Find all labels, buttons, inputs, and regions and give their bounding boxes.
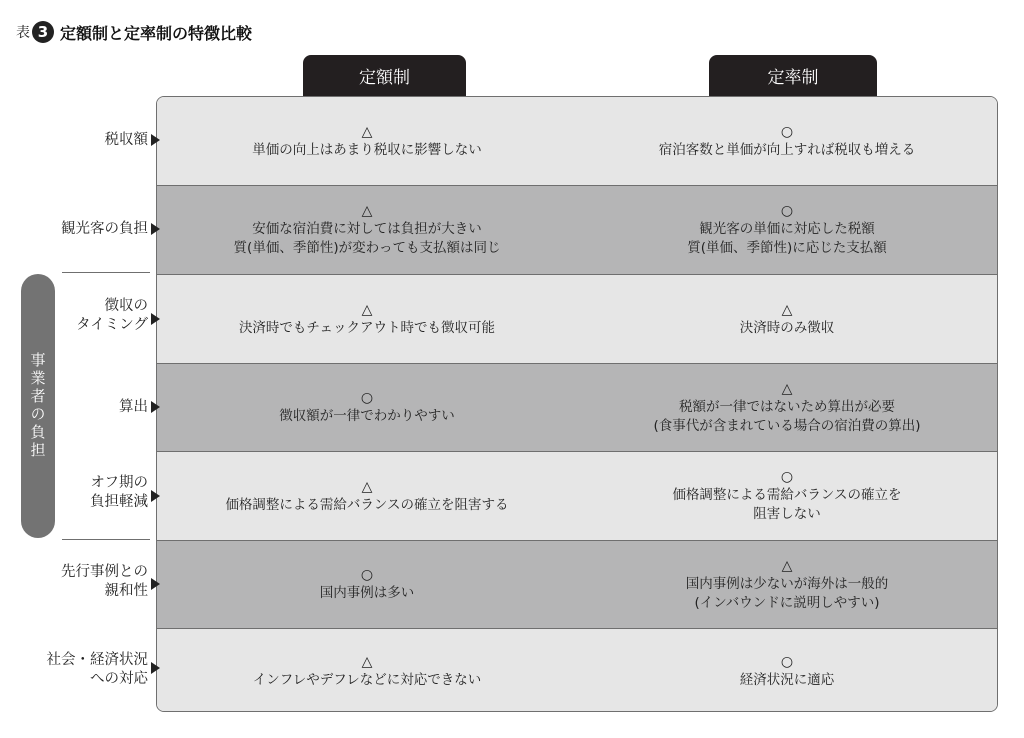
rating-mark: △ <box>781 380 793 397</box>
rating-mark: △ <box>781 557 793 574</box>
cell-text: 決済時のみ徴収 <box>739 319 835 336</box>
row-label-tax-revenue <box>105 131 149 150</box>
cell-text: (食事代が含まれている場合の宿泊費の算出) <box>653 417 921 434</box>
row-label-collection-timing <box>76 297 148 335</box>
group-separator-top <box>62 272 150 273</box>
cell-fixed <box>157 541 577 628</box>
pointer-arrow-icon <box>151 490 160 502</box>
cell-text: 観光客の単価に対応した税額 <box>699 221 875 237</box>
group-separator-bottom <box>62 539 150 540</box>
comparison-table <box>156 96 998 712</box>
pointer-arrow-icon <box>151 662 160 674</box>
cell-text: 決済時でもチェックアウト時でも徴収可能 <box>238 319 496 336</box>
pointer-arrow-icon <box>151 223 160 235</box>
group-label-operator-burden <box>21 274 55 538</box>
pointer-arrow-icon <box>151 134 160 146</box>
group-label-text: 事業者の負担 <box>28 352 47 460</box>
table-row <box>157 628 997 712</box>
row-label-line: 観光客の負担 <box>61 221 148 237</box>
table-row <box>157 185 997 274</box>
pointer-arrow-icon <box>151 313 160 325</box>
rating-mark: ○ <box>780 203 794 219</box>
cell-rate <box>577 186 997 274</box>
cell-text: (インバウンドに説明しやすい) <box>694 594 880 611</box>
row-label-line: 親和性 <box>104 583 148 599</box>
cell-rate <box>577 364 997 451</box>
row-label-socioeconomic-response <box>47 651 149 689</box>
row-label-line: タイミング <box>76 317 148 333</box>
column-header-fixed: 定額制 <box>303 55 466 96</box>
cell-rate <box>577 452 997 540</box>
cell-fixed <box>157 452 577 540</box>
rating-mark: △ <box>361 301 373 318</box>
rating-mark: ○ <box>780 123 794 140</box>
cell-text: 国内事例は多い <box>319 585 415 601</box>
pointer-arrow-icon <box>151 578 160 590</box>
rating-mark: ○ <box>360 390 374 406</box>
rating-mark: △ <box>361 478 373 495</box>
cell-fixed <box>157 97 577 185</box>
row-label-line: 算出 <box>119 399 148 415</box>
table-number-badge: 3 <box>32 21 54 43</box>
cell-text: 国内事例は少ないが海外は一般的 <box>685 575 889 592</box>
cell-rate <box>577 629 997 712</box>
table-row <box>157 97 997 185</box>
row-label-precedent-affinity <box>61 563 148 601</box>
table-row <box>157 451 997 540</box>
rating-mark: △ <box>361 123 373 140</box>
cell-fixed <box>157 186 577 274</box>
cell-fixed <box>157 364 577 451</box>
cell-text: 経済状況に適応 <box>739 671 835 688</box>
table-row <box>157 540 997 628</box>
cell-text: 宿泊客数と単価が向上すれば税収も増える <box>658 141 916 158</box>
row-label-line: 先行事例との <box>61 564 148 580</box>
cell-rate <box>577 275 997 363</box>
row-label-line: 徴収の <box>104 298 148 314</box>
row-label-line: オフ期の <box>90 475 148 491</box>
cell-text: 価格調整による需給バランスの確立を <box>672 487 902 503</box>
cell-fixed <box>157 629 577 712</box>
cell-text: 安価な宿泊費に対しては負担が大きい <box>252 221 482 237</box>
cell-text: 価格調整による需給バランスの確立を阻害する <box>225 496 509 513</box>
cell-text: インフレやデフレなどに対応できない <box>252 671 482 688</box>
cell-rate <box>577 97 997 185</box>
column-header-rate: 定率制 <box>709 55 877 96</box>
title-prefix: 表 <box>16 25 30 41</box>
row-label-off-season-relief <box>90 474 148 512</box>
pointer-arrow-icon <box>151 401 160 413</box>
cell-text: 阻害しない <box>753 506 821 522</box>
cell-text: 税額が一律ではないため算出が必要 <box>679 398 895 415</box>
table-row <box>157 274 997 363</box>
row-label-line: 税収額 <box>104 132 148 148</box>
rating-mark: ○ <box>780 653 794 670</box>
cell-text: 単価の向上はあまり税収に影響しない <box>252 141 482 158</box>
cell-rate <box>577 541 997 628</box>
rating-mark: ○ <box>780 469 794 485</box>
table-title <box>16 20 252 44</box>
title-text: 定額制と定率制の特徴比較 <box>60 23 253 43</box>
rating-mark: △ <box>361 653 373 670</box>
rating-mark: △ <box>781 301 793 318</box>
cell-text: 徴収額が一律でわかりやすい <box>279 408 455 424</box>
row-label-line: への対応 <box>90 671 148 687</box>
cell-fixed <box>157 275 577 363</box>
table-row <box>157 363 997 451</box>
cell-text: 質(単価、季節性)が変わっても支払額は同じ <box>233 240 501 256</box>
row-label-calculation <box>119 398 148 417</box>
row-label-line: 負担軽減 <box>90 494 148 510</box>
rating-mark: ○ <box>360 567 374 583</box>
rating-mark: △ <box>361 203 373 219</box>
row-label-line: 社会・経済状況 <box>46 652 148 668</box>
row-label-tourist-burden <box>61 220 148 239</box>
cell-text: 質(単価、季節性)に応じた支払額 <box>687 240 887 256</box>
